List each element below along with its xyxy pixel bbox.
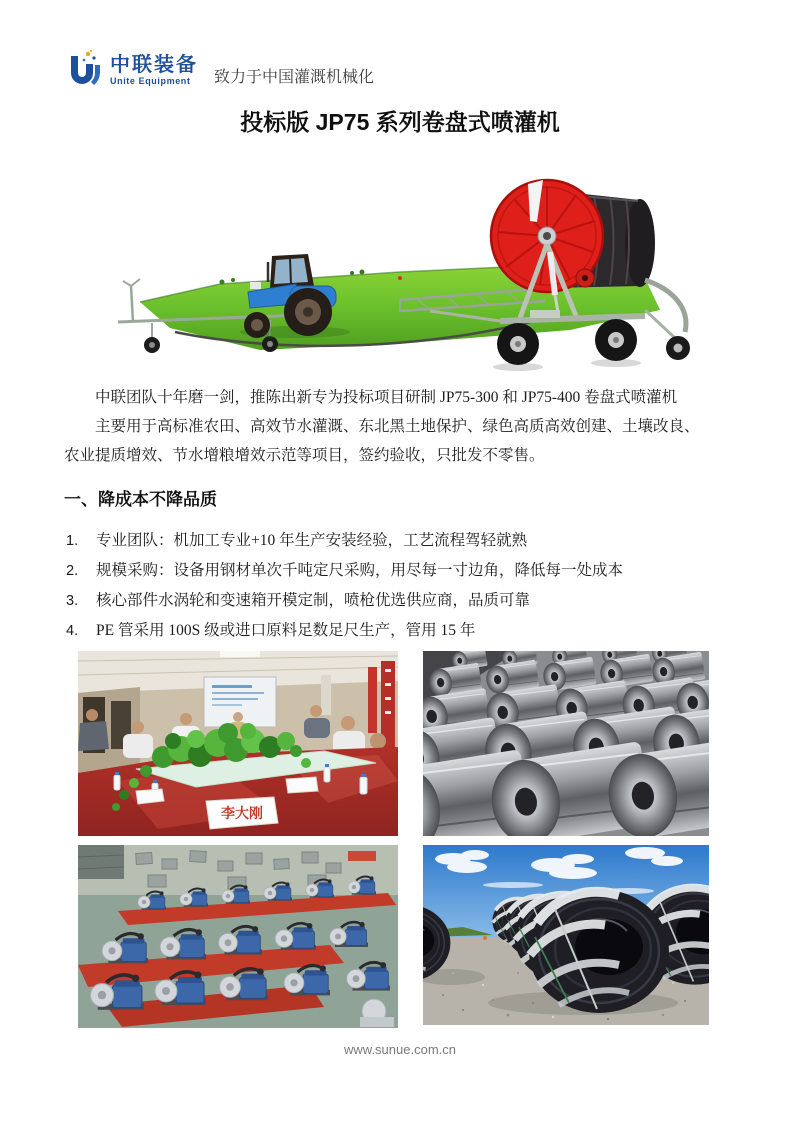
list-item: [66, 528, 746, 558]
list-item: [66, 618, 746, 648]
list-item-text: 核心部件水涡轮和变速箱开模定制，喷枪优选供应商，品质可靠: [96, 592, 531, 609]
intro-line-3: 农业提质增效、节水增粮增效示范等项目，签约验收，只批发不零售。: [64, 447, 545, 464]
list-item: [66, 558, 746, 588]
list-item-number: 4.: [66, 623, 79, 639]
gearbox-factory-photo: [78, 845, 398, 1028]
page-title: 投标版 JP75 系列卷盘式喷灌机: [240, 109, 560, 135]
intro-paragraphs: [64, 383, 740, 470]
header-logo-row: [64, 48, 374, 92]
feature-list: [66, 528, 746, 648]
intro-line-1: 中联团队十年磨一剑，推陈出新专为投标项目研制 JP75-300 和 JP75-400 卷盘式喷灌机: [95, 389, 678, 406]
pe-pipe-coils-photo: [423, 845, 709, 1028]
logo-chinese-name: 中联装备: [110, 53, 198, 76]
hero-product-image: [100, 160, 710, 378]
list-item-number: 1.: [66, 533, 79, 549]
list-item-number: 2.: [66, 563, 79, 579]
name-card-text: 李大刚: [221, 805, 263, 821]
intro-line-2: 主要用于高标准农田、高效节水灌溉、东北黑土地保护、绿色高质高效创建、土壤改良、: [95, 418, 700, 435]
unite-equipment-logo-icon: [64, 48, 104, 92]
list-item-text: PE 管采用 100S 级或进口原料足数足尺生产，管用 15 年: [96, 622, 476, 639]
logo-english-name: Unite Equipment: [110, 75, 191, 86]
steel-coils-photo: [423, 651, 709, 836]
footer-website-url: www.sunue.com.cn: [344, 1042, 456, 1057]
coil-rows: [423, 651, 709, 836]
logo-wordmark: [110, 54, 198, 87]
name-card: [206, 797, 278, 829]
list-item-text: 规模采购：设备用钢材单次千吨定尺采购，用尽每一寸边角，降低每一处成本: [96, 562, 624, 579]
hose-reel-irrigator-illustration: [100, 160, 710, 378]
list-item-number: 3.: [66, 593, 79, 609]
brand-slogan: 致力于中国灌溉机械化: [214, 68, 375, 86]
section-heading: 一、降成本不降品质: [64, 490, 217, 509]
list-item-text: 专业团队：机加工专业+10 年生产安装经验，工艺流程驾轻就熟: [96, 532, 528, 549]
list-item: [66, 588, 746, 618]
photo-gallery: [78, 651, 709, 1028]
meeting-room-photo: [78, 651, 398, 836]
